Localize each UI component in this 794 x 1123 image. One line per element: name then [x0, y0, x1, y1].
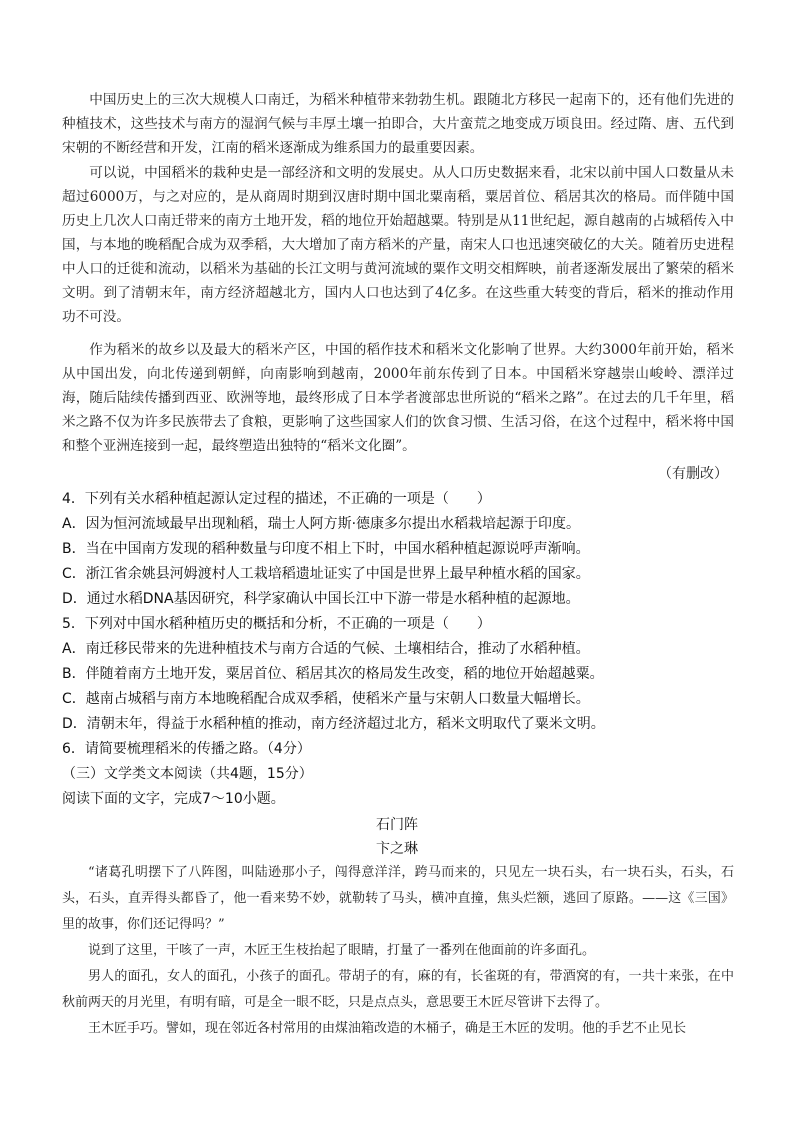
story-paragraph: 男人的面孔，女人的面孔，小孩子的面孔。带胡子的有，麻的有，长雀斑的有，带酒窝的有，一共十来张，在中秋前两天的月光里，有明有暗，可是全一眼不眨，只是点点头，意思要王木匠尽管讲下去得了。 [62, 969, 734, 1010]
answer-option: D．清朝末年，得益于水稻种植的推动，南方经济超过北方，稻米文明取代了粟米文明。 [62, 716, 605, 732]
question-stem: 5．下列对中国水稻种植历史的概括和分析，不正确的一项是（ ） [62, 616, 491, 632]
question-stem: 6．请简要梳理稻米的传播之路。（4分） [62, 741, 311, 757]
answer-option: C．越南占城稻与南方本地晚稻配合成双季稻，使稻米产量与宋朝人口数量大幅增长。 [62, 691, 590, 707]
answer-option: A．因为恒河流域最早出现籼稻，瑞士人阿方斯·德康多尔提出水稻栽培起源于印度。 [62, 516, 581, 532]
passage-paragraph: 作为稻米的故乡以及最大的稻米产区，中国的稻作技术和稻米文化影响了世界。大约3000年前开始，稻米从中国出发，向北传递到朝鲜，向南影响到越南，2000年前东传到了日本。中国稻米穿越崇山峻岭、漂洋过海，随后陆续传播到西亚、欧洲等地，最终形成了日本学者渡部忠世所说的“稻米之路”。在过去的几千年里，稻米之路不仅为许多民族带去了食粮，更影响了这些国家人们的饮食习惯、生活习俗，在这个过程中，稻米将中国和整个亚洲连接到一起，最终塑造出独特的“稻米文化圈”。 [62, 342, 734, 454]
passage-paragraph: 中国历史上的三次大规模人口南迁，为稻米种植带来勃勃生机。跟随北方移民一起南下的，还有他们先进的种植技术，这些技术与南方的湿润气候与丰厚土壤一拍即合，大片蛮荒之地变成万顷良田。经过隋、唐、五代到宋朝的不断经营和开发，江南的稻米逐渐成为维系国力的最重要因素。 [62, 92, 734, 156]
question-stem: 4．下列有关水稻种植起源认定过程的描述，不正确的一项是（ ） [62, 491, 491, 507]
answer-option: C．浙江省余姚县河姆渡村人工栽培稻遗址证实了中国是世界上最早种植水稻的国家。 [62, 566, 590, 582]
answer-option: B．当在中国南方发现的稻种数量与印度不相上下时，中国水稻种植起源说呼声渐响。 [62, 541, 590, 557]
section-heading: （三）文学类文本阅读（共4题，15分） [62, 766, 313, 782]
passage-paragraph: 可以说，中国稻米的栽种史是一部经济和文明的发展史。从人口历史数据来看，北宋以前中国人口数量从未超过6000万，与之对应的，是从商周时期到汉唐时期中国北粟南稻，粟居首位、稻居其次的格局。而伴随中国历史上几次人口南迁带来的南方土地开发，稻的地位开始超越粟。特别是从11世纪起，源自越南的占城稻传入中国，与本地的晚稻配合成为双季稻，大大增加了南方稻米的产量，南宋人口也迅速突破亿的大关。随着历史进程中人口的迁徙和流动，以稻米为基础的长江文明与黄河流域的粟作文明交相辉映，前者逐渐发展出了繁荣的稻米文明。到了清朝末年，南方经济超越北方，国内人口也达到了4亿多。在这些重大转变的背后，稻米的推动作用功不可没。 [62, 165, 734, 325]
story-author: 卞之琳 [376, 841, 418, 857]
answer-option: D．通过水稻DNA基因研究，科学家确认中国长江中下游一带是水稻种植的起源地。 [62, 591, 580, 607]
story-paragraph: 王木匠手巧。譬如，现在邻近各村常用的由煤油箱改造的木桶子，确是王木匠的发明。他的手艺不止见长 [88, 1021, 687, 1036]
story-paragraph: 说到了这里，干咳了一声，木匠王生枝抬起了眼睛，打量了一番列在他面前的许多面孔。 [88, 943, 596, 958]
answer-option: A．南迁移民带来的先进种植技术与南方合适的气候、土壤相结合，推动了水稻种植。 [62, 641, 590, 657]
section-instruction: 阅读下面的文字，完成7～10小题。 [62, 791, 285, 807]
story-title: 石门阵 [376, 817, 418, 833]
story-paragraph: “诸葛孔明摆下了八阵图，叫陆逊那小子，闯得意洋洋，跨马而来的，只见左一块石头，右一块石头，石头，石头，石头，直弄得头都昏了，他一看来势不妙，就勒转了马头，横冲直撞，焦头烂额，逃回了原路。——这《三国》里的故事，你们还记得吗？” [62, 865, 734, 932]
source-note: （有删改） [658, 466, 728, 482]
answer-option: B．伴随着南方土地开发，粟居首位、稻居其次的格局发生改变，稻的地位开始超越粟。 [62, 666, 604, 682]
